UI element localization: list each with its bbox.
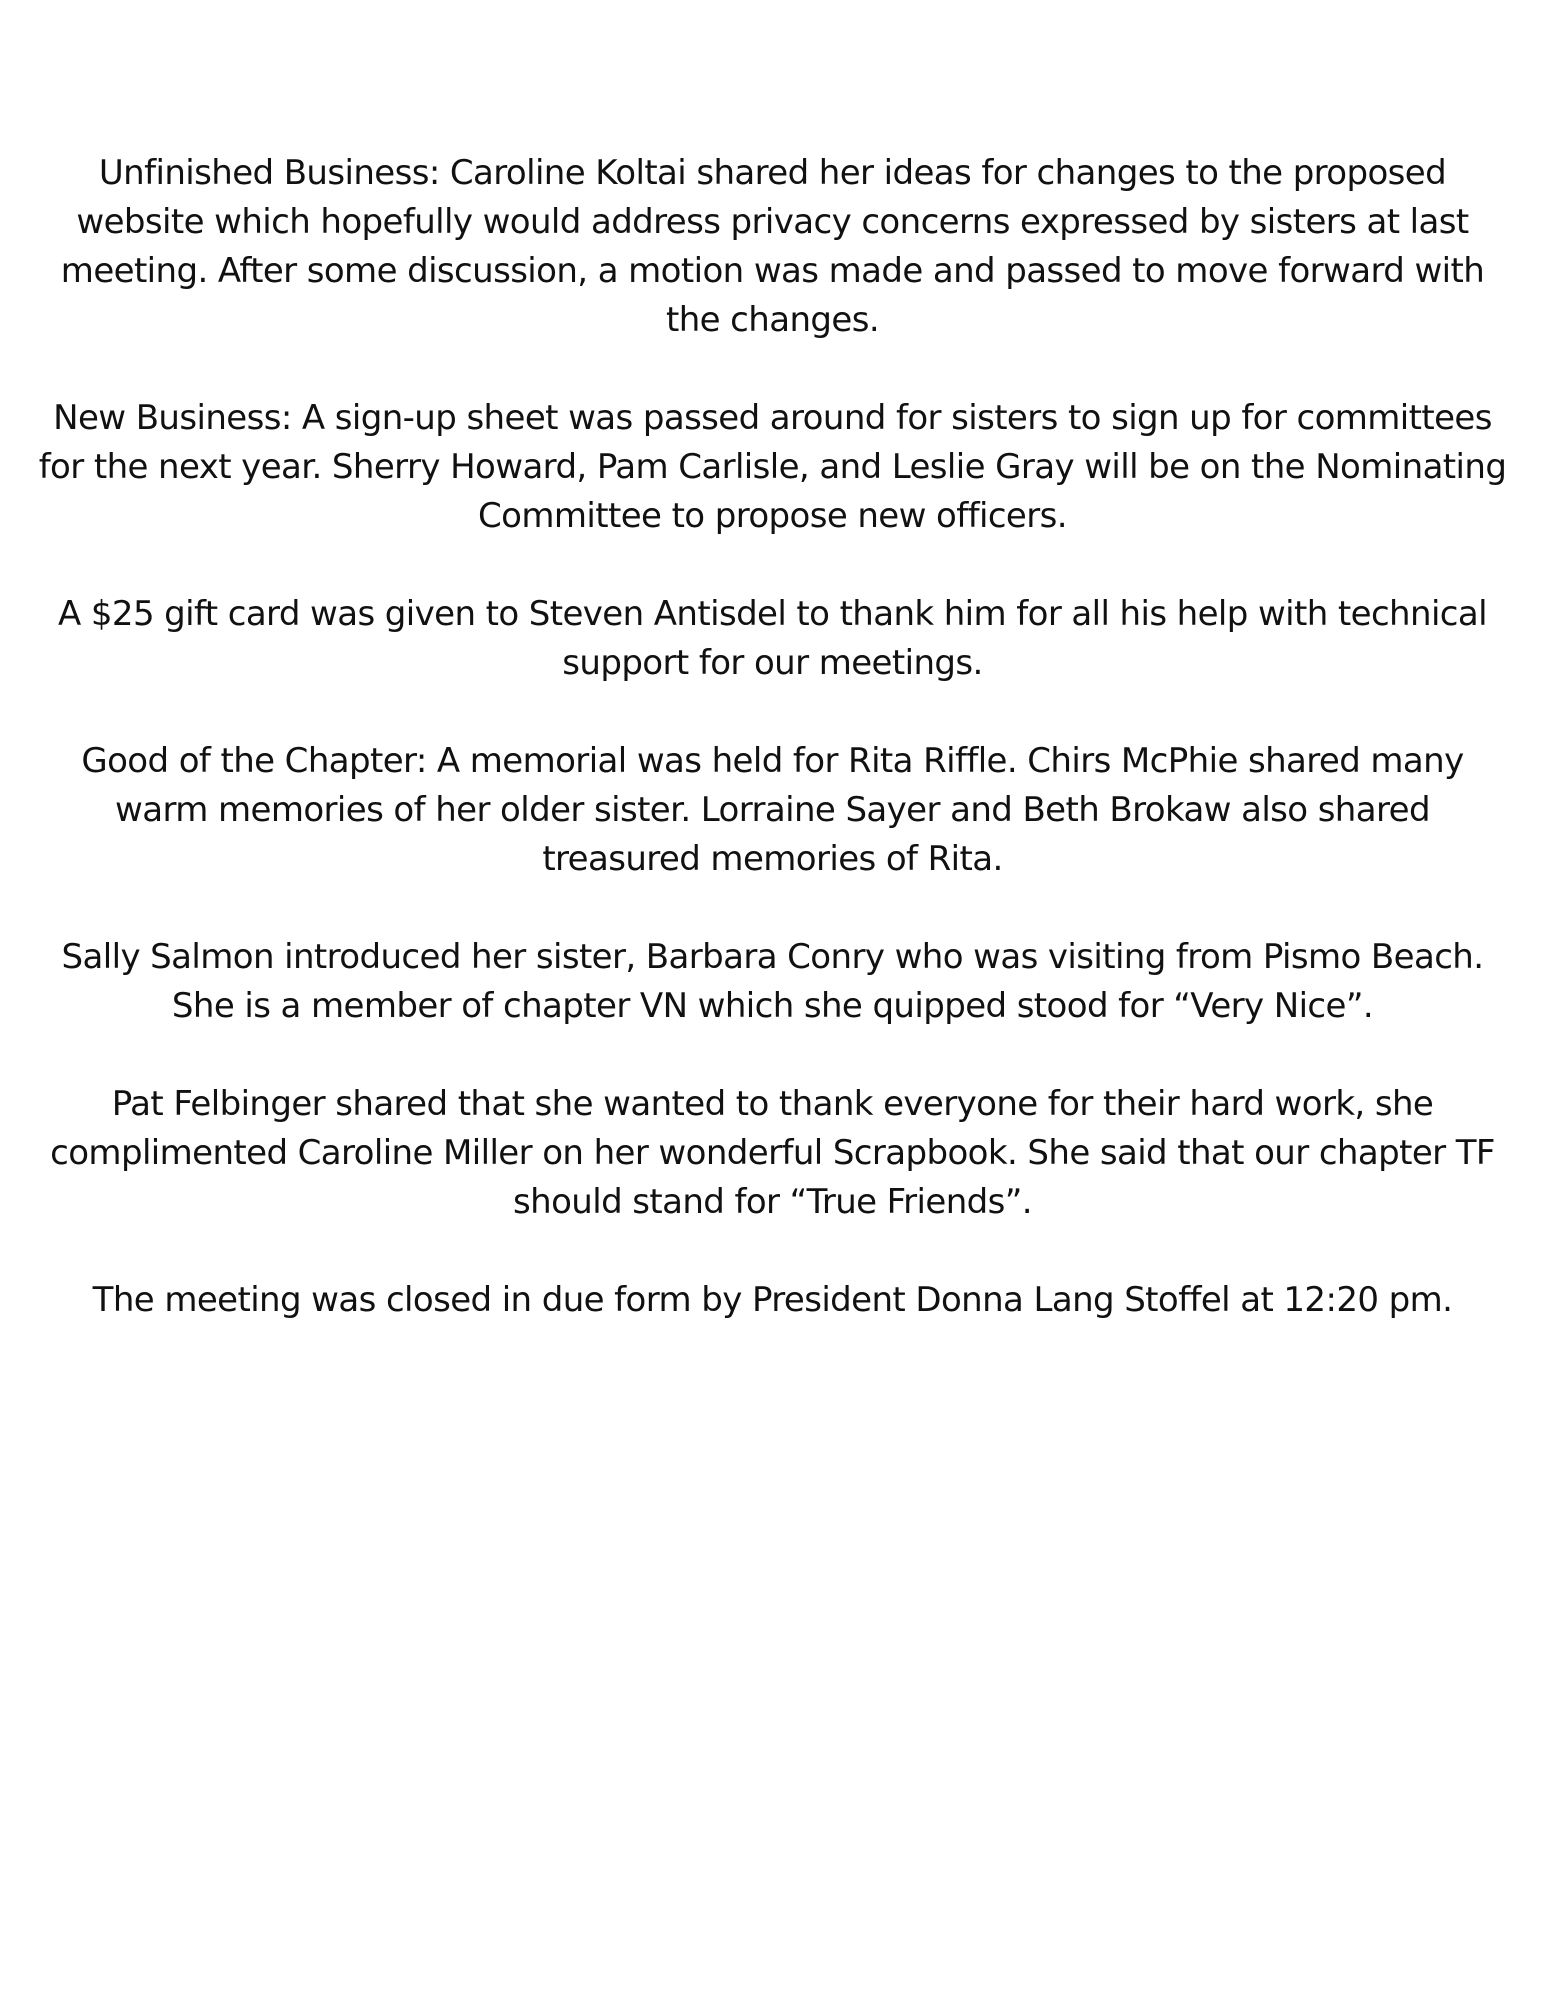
paragraph-visitor-introduction: Sally Salmon introduced her sister, Barbara Conry who was visiting from Pismo Beach. She is a member of chapter VN which she quipped stood for “Very Nice”. (61, 937, 1484, 1026)
paragraph-unfinished-business: Unfinished Business: Caroline Koltai shared her ideas for changes to the proposed website which hopefully would address privacy concerns expressed by sisters at last meeting. After some discussion, a motion was made and passed to move forward with the changes. (60, 153, 1485, 340)
paragraph-meeting-closed: The meeting was closed in due form by President Donna Lang Stoffel at 12:20 pm. (92, 1280, 1453, 1320)
meeting-minutes-body (36, 149, 1509, 1325)
paragraph-good-of-the-chapter: Good of the Chapter: A memorial was held for Rita Riffle. Chirs McPhie shared many warm memories of her older sister. Lorraine Sayer and Beth Brokaw also shared treasured memories of Rita. (81, 741, 1464, 879)
paragraph-gift-card: A $25 gift card was given to Steven Antisdel to thank him for all his help with technical support for our meetings. (58, 594, 1487, 683)
paragraph-thanks: Pat Felbinger shared that she wanted to thank everyone for their hard work, she complimented Caroline Miller on her wonderful Scrapbook. She said that our chapter TF should stand for “True Friends”. (50, 1084, 1495, 1222)
paragraph-new-business: New Business: A sign-up sheet was passed around for sisters to sign up for committees for the next year. Sherry Howard, Pam Carlisle, and Leslie Gray will be on the Nominating Committee to propose new officers. (38, 398, 1507, 536)
